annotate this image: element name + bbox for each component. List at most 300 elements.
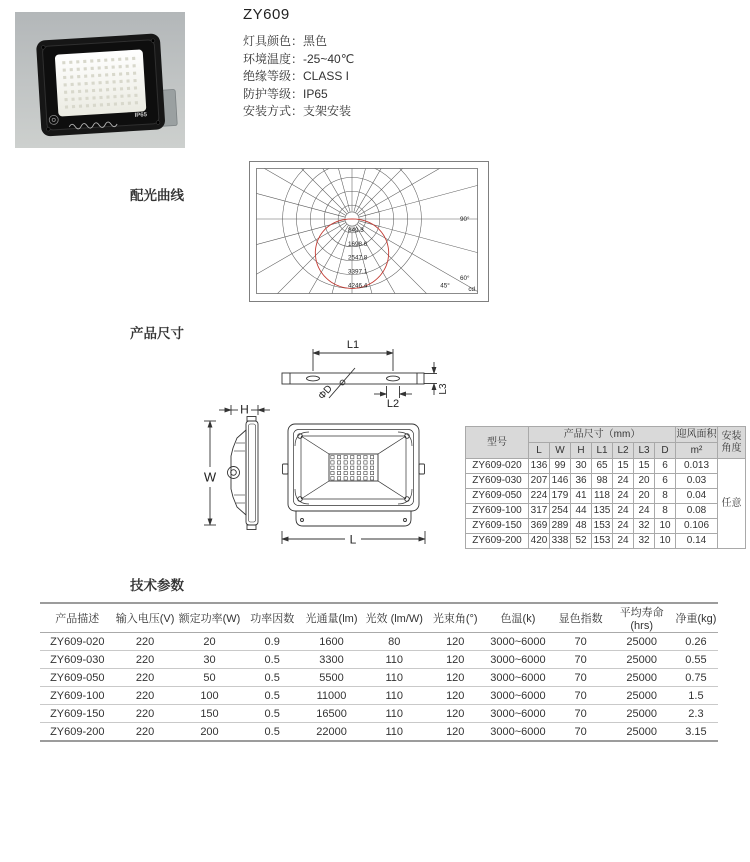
led-dot <box>133 72 136 75</box>
tech-cell: ZY609-020 <box>50 635 105 648</box>
tech-cell: 150 <box>200 707 219 720</box>
led-dot <box>337 461 340 464</box>
tech-cell: 220 <box>135 635 155 648</box>
led-dot <box>134 94 137 97</box>
tech-cell: 3000~6000 <box>490 689 546 702</box>
product-photo <box>15 12 185 148</box>
dim-cell: 32 <box>634 519 655 534</box>
dim-cell: 32 <box>634 534 655 549</box>
led-dot <box>84 67 87 70</box>
tech-cell: 25000 <box>626 725 657 738</box>
tech-cell: 70 <box>574 689 587 702</box>
tech-table-row <box>40 705 718 723</box>
tech-cell: 110 <box>385 707 403 720</box>
led-dot <box>70 68 73 71</box>
dim-header-size-col: H <box>571 443 592 459</box>
ring-value-label: 4246.4 <box>348 282 368 290</box>
led-dot <box>105 66 108 69</box>
led-dot <box>120 95 123 98</box>
dim-label-l2: L2 <box>386 398 400 410</box>
tech-header-cell: 色温(k) <box>500 613 536 625</box>
led-dot <box>118 58 121 61</box>
tech-cell: 0.9 <box>264 635 280 648</box>
led-dot <box>344 466 347 469</box>
tech-cell: 0.55 <box>685 653 707 666</box>
led-dot <box>370 477 373 480</box>
led-dot <box>90 59 93 62</box>
led-dot <box>121 102 124 105</box>
dim-cell: 6 <box>655 474 676 489</box>
led-dot <box>114 102 117 105</box>
led-dot <box>337 471 340 474</box>
axis-label: 45° <box>440 282 450 290</box>
led-dot <box>64 98 67 101</box>
tech-cell: ZY609-200 <box>50 725 105 738</box>
spec-line: 环境温度：-25~40℃ <box>243 51 355 66</box>
dim-header-size-group: 产品尺寸（mm） <box>529 427 676 443</box>
axis-label: 60° <box>460 275 470 282</box>
led-dot <box>125 57 128 60</box>
dim-header-size-col: L3 <box>634 443 655 459</box>
led-dot <box>98 81 101 84</box>
spec-line: 绝缘等级：CLASS I <box>243 69 350 83</box>
chart-outer-frame <box>250 162 489 302</box>
dim-header-size-col: D <box>655 443 676 459</box>
ring-value-label: 1698.6 <box>348 240 368 248</box>
led-dot <box>104 59 107 62</box>
led-dot <box>65 105 68 108</box>
tech-cell: 0.5 <box>264 653 280 666</box>
led-dot <box>78 82 81 85</box>
tech-cell: 22000 <box>316 725 347 738</box>
led-dot <box>120 87 123 90</box>
led-dot <box>106 95 109 98</box>
dim-table-row <box>466 504 746 519</box>
spec-list <box>243 33 354 121</box>
tech-cell: 25000 <box>626 689 657 702</box>
tech-cell: 70 <box>574 707 587 720</box>
axis-label: 90° <box>460 216 470 223</box>
dim-cell: 98 <box>592 474 613 489</box>
led-dot <box>133 79 136 82</box>
dim-cell: 24 <box>613 474 634 489</box>
tech-cell: ZY609-030 <box>50 653 105 666</box>
tech-cell: 25000 <box>626 653 657 666</box>
dim-header-wind-unit: m² <box>676 443 718 459</box>
led-dot <box>78 97 81 100</box>
dim-cell: 135 <box>592 504 613 519</box>
tech-cell: 110 <box>385 653 403 666</box>
led-dot <box>63 76 66 79</box>
tech-header-cell: 光通量(lm) <box>305 613 358 625</box>
led-dot <box>351 461 354 464</box>
led-dot <box>83 60 86 63</box>
dim-header-angle: 安装角度 <box>718 427 746 459</box>
dim-table-row <box>466 459 746 474</box>
tech-cell: 3300 <box>319 653 344 666</box>
dim-cell: 254 <box>550 504 571 519</box>
tech-header-cell: 光束角(°) <box>432 613 478 625</box>
led-dot <box>370 461 373 464</box>
dim-label-l: L <box>349 532 357 547</box>
led-dot <box>63 68 66 71</box>
dimension-table <box>465 426 746 549</box>
tech-header-cell: 功率因数 <box>250 613 295 625</box>
dim-header-model: 型号 <box>466 427 529 459</box>
dim-cell-model: ZY609-050 <box>466 489 529 504</box>
dim-cell-model: ZY609-150 <box>466 519 529 534</box>
dim-cell: 0.03 <box>676 474 718 489</box>
led-dot <box>112 73 115 76</box>
tech-cell: 0.26 <box>685 635 707 648</box>
dim-label-l1: L1 <box>346 339 360 351</box>
dim-table-row <box>466 519 746 534</box>
led-dot <box>128 102 131 105</box>
led-dot <box>351 477 354 480</box>
dim-table-row <box>466 474 746 489</box>
led-dot <box>126 79 129 82</box>
led-dot <box>64 91 67 94</box>
dim-cell: 24 <box>613 504 634 519</box>
led-dot <box>126 72 129 75</box>
dim-cell: 99 <box>550 459 571 474</box>
led-dot <box>351 471 354 474</box>
dim-cell: 317 <box>529 504 550 519</box>
lamp-front-view <box>282 424 425 544</box>
ring-value-label: 2547.8 <box>348 254 368 262</box>
dim-header-wind-area: 迎风面积 <box>676 427 718 443</box>
led-dot <box>91 67 94 70</box>
dim-cell-model: ZY609-100 <box>466 504 529 519</box>
spec-line: 安装方式：支架安装 <box>243 104 352 118</box>
led-dot <box>135 101 138 104</box>
led-dot <box>351 456 354 459</box>
dim-cell: 420 <box>529 534 550 549</box>
led-dot <box>351 466 354 469</box>
led-dot <box>344 477 347 480</box>
led-dot <box>91 82 94 85</box>
led-dot <box>126 65 129 68</box>
dim-cell: 24 <box>613 519 634 534</box>
dim-table-row <box>466 489 746 504</box>
led-dot <box>92 89 95 92</box>
led-dot <box>119 80 122 83</box>
tech-cell: 80 <box>388 635 401 648</box>
section-title-technical: 技术参数 <box>130 578 184 593</box>
dim-header-size-col: L2 <box>613 443 634 459</box>
tech-header-cell: 显色指数 <box>558 613 603 625</box>
tech-cell: 110 <box>385 725 403 738</box>
dim-cell: 369 <box>529 519 550 534</box>
led-dot <box>344 471 347 474</box>
dim-cell: 30 <box>571 459 592 474</box>
tech-cell: 1600 <box>319 635 344 648</box>
led-dot <box>337 456 340 459</box>
dim-cell: 15 <box>613 459 634 474</box>
tech-cell: ZY609-050 <box>50 671 105 684</box>
tech-cell: 1.5 <box>688 689 704 702</box>
tech-cell: 220 <box>135 653 155 666</box>
dim-header-size-col: L <box>529 443 550 459</box>
tech-cell: 120 <box>446 689 465 702</box>
dim-cell: 179 <box>550 489 571 504</box>
dim-header-size-col: L1 <box>592 443 613 459</box>
led-dot <box>344 456 347 459</box>
dim-cell: 24 <box>613 489 634 504</box>
tech-cell: 120 <box>446 671 465 684</box>
led-dot <box>99 96 102 99</box>
tech-cell: 120 <box>446 725 465 738</box>
led-dot <box>97 59 100 62</box>
tech-table-row <box>40 723 718 742</box>
tech-cell: 20 <box>203 635 216 648</box>
dim-cell: 0.08 <box>676 504 718 519</box>
tech-cell: 120 <box>446 653 465 666</box>
tech-header-cell: 产品描述 <box>55 613 100 625</box>
dim-cell: 10 <box>655 534 676 549</box>
dim-cell: 41 <box>571 489 592 504</box>
led-dot <box>113 88 116 91</box>
dim-cell: 153 <box>592 519 613 534</box>
dim-cell: 146 <box>550 474 571 489</box>
dim-cell: 8 <box>655 504 676 519</box>
corner-screw-icon <box>156 121 160 125</box>
led-dot <box>100 103 103 106</box>
dim-cell: 6 <box>655 459 676 474</box>
led-dot <box>331 466 334 469</box>
page-title: ZY609 <box>243 6 290 23</box>
dim-cell: 0.106 <box>676 519 718 534</box>
dim-cell-angle: 任意 <box>718 459 746 549</box>
photometric-chart <box>249 161 489 302</box>
dim-cell: 24 <box>634 504 655 519</box>
tech-cell: 220 <box>135 725 155 738</box>
dim-label-w: W <box>203 469 217 485</box>
tech-cell: 30 <box>203 653 216 666</box>
dim-cell: 20 <box>634 489 655 504</box>
dim-label-l3: L3 <box>438 383 449 395</box>
corner-screw-icon <box>46 127 50 131</box>
led-dot <box>357 471 360 474</box>
dim-cell-model: ZY609-200 <box>466 534 529 549</box>
tech-cell: 0.5 <box>264 725 280 738</box>
led-dot <box>106 88 109 91</box>
tech-cell: 0.5 <box>264 707 280 720</box>
dim-cell: 153 <box>592 534 613 549</box>
led-dot <box>134 86 137 89</box>
tech-cell: 70 <box>574 725 587 738</box>
dim-cell: 52 <box>571 534 592 549</box>
tech-table-row <box>40 669 718 687</box>
led-dot <box>71 83 74 86</box>
dim-cell: 0.04 <box>676 489 718 504</box>
tech-cell: 220 <box>135 671 155 684</box>
tech-table <box>40 602 718 742</box>
tech-cell: 3000~6000 <box>490 725 546 738</box>
tech-cell: 110 <box>385 671 403 684</box>
dim-cell: 8 <box>655 489 676 504</box>
dim-cell: 207 <box>529 474 550 489</box>
led-dot <box>69 61 72 64</box>
dim-label-h: H <box>240 402 249 417</box>
tech-header-cell: 净重(kg) <box>675 613 717 625</box>
led-dot <box>98 74 101 77</box>
tech-cell: 3000~6000 <box>490 635 546 648</box>
tech-cell: 3.15 <box>685 725 707 738</box>
led-dot <box>71 98 74 101</box>
dim-cell: 10 <box>655 519 676 534</box>
led-dot <box>331 456 334 459</box>
tech-cell: 100 <box>200 689 219 702</box>
dim-table-row <box>466 534 746 549</box>
led-dot <box>72 105 75 108</box>
dim-cell: 65 <box>592 459 613 474</box>
led-dot <box>91 74 94 77</box>
led-dot <box>71 90 74 93</box>
tech-cell: 25000 <box>626 635 657 648</box>
dimension-drawings <box>190 335 460 570</box>
led-dot <box>84 75 87 78</box>
led-dot <box>84 82 87 85</box>
bracket-top-view <box>282 349 437 398</box>
tech-header-cell: 平均寿命(hrs) <box>619 607 664 632</box>
led-dot <box>331 477 334 480</box>
led-dot <box>107 103 110 106</box>
tech-cell: 70 <box>574 635 587 648</box>
tech-table-row <box>40 633 718 651</box>
tech-cell: 200 <box>200 725 219 738</box>
led-dot <box>79 105 82 108</box>
led-dot <box>370 471 373 474</box>
axis-label: cd <box>468 286 475 293</box>
photo-ip-label: IP65 <box>134 112 148 119</box>
dim-cell: 338 <box>550 534 571 549</box>
led-dot <box>357 461 360 464</box>
led-dot <box>337 466 340 469</box>
tech-cell: 11000 <box>316 689 347 702</box>
led-dot <box>62 61 65 64</box>
led-dot <box>127 87 130 90</box>
led-dot <box>132 64 135 67</box>
dim-header-size-col: W <box>550 443 571 459</box>
led-dot <box>105 73 108 76</box>
dim-cell: 24 <box>613 534 634 549</box>
dim-cell: 44 <box>571 504 592 519</box>
tech-cell: 110 <box>385 689 403 702</box>
tech-cell: 220 <box>135 707 155 720</box>
led-dot <box>337 477 340 480</box>
tech-cell: 2.3 <box>688 707 704 720</box>
tech-cell: 0.75 <box>685 671 707 684</box>
led-dot <box>344 461 347 464</box>
led-dot <box>70 75 73 78</box>
led-dot <box>331 461 334 464</box>
tech-cell: 5500 <box>319 671 344 684</box>
dim-cell: 48 <box>571 519 592 534</box>
spec-line: 灯具颜色：黑色 <box>243 34 328 48</box>
dim-cell: 20 <box>634 474 655 489</box>
tech-cell: 3000~6000 <box>490 653 546 666</box>
dim-cell: 0.013 <box>676 459 718 474</box>
led-dot <box>119 65 122 68</box>
section-title-dimensions: 产品尺寸 <box>130 326 184 341</box>
dim-label-d: ΦD <box>316 383 335 402</box>
spec-line: 防护等级：IP65 <box>243 86 328 101</box>
ring-value-label: 3397.1 <box>348 268 368 276</box>
led-dot <box>364 477 367 480</box>
led-dot <box>85 89 88 92</box>
tech-cell: 220 <box>135 689 155 702</box>
led-dot <box>364 461 367 464</box>
tech-cell: 120 <box>446 707 465 720</box>
corner-screw-icon <box>151 39 155 43</box>
led-dot <box>331 471 334 474</box>
dim-cell-model: ZY609-020 <box>466 459 529 474</box>
led-dot <box>105 81 108 84</box>
led-dot <box>357 456 360 459</box>
dim-cell: 15 <box>634 459 655 474</box>
tech-header-cell: 光效 (lm/W) <box>365 613 423 625</box>
tech-cell: 3000~6000 <box>490 671 546 684</box>
tech-cell: 3000~6000 <box>490 707 546 720</box>
led-dot <box>364 471 367 474</box>
led-dot <box>127 94 130 97</box>
dim-cell-model: ZY609-030 <box>466 474 529 489</box>
dim-cell: 0.14 <box>676 534 718 549</box>
tech-cell: ZY609-100 <box>50 689 105 702</box>
led-dot <box>112 80 115 83</box>
dim-cell: 136 <box>529 459 550 474</box>
dim-cell: 224 <box>529 489 550 504</box>
corner-screw-icon <box>41 45 45 49</box>
led-dot <box>357 477 360 480</box>
led-dot <box>76 60 79 63</box>
led-dot <box>357 466 360 469</box>
led-dot <box>78 90 81 93</box>
tech-table-row <box>40 651 718 669</box>
led-dot <box>364 466 367 469</box>
tech-cell: 70 <box>574 653 587 666</box>
tech-cell: 16500 <box>316 707 347 720</box>
led-dot <box>86 104 89 107</box>
led-dot <box>119 72 122 75</box>
lamp-side-view <box>204 402 270 530</box>
tech-table-row <box>40 687 718 705</box>
led-dot <box>92 96 95 99</box>
led-dot <box>112 65 115 68</box>
tech-cell: 0.5 <box>264 689 280 702</box>
led-dot <box>85 97 88 100</box>
tech-cell: 25000 <box>626 671 657 684</box>
tech-cell: 120 <box>446 635 465 648</box>
led-dot <box>370 466 373 469</box>
tech-header-cell: 输入电压(V) <box>115 613 175 625</box>
led-dot <box>370 456 373 459</box>
tech-header-cell: 额定功率(W) <box>178 613 241 625</box>
dim-cell: 289 <box>550 519 571 534</box>
led-dot <box>364 456 367 459</box>
tech-cell: 0.5 <box>264 671 280 684</box>
led-dot <box>99 88 102 91</box>
dim-cell: 118 <box>592 489 613 504</box>
led-dot <box>132 57 135 60</box>
tech-cell: 50 <box>203 671 216 684</box>
tech-cell: ZY609-150 <box>50 707 105 720</box>
tech-cell: 70 <box>574 671 587 684</box>
led-dot <box>77 68 80 71</box>
led-dot <box>77 75 80 78</box>
led-dot <box>113 95 116 98</box>
